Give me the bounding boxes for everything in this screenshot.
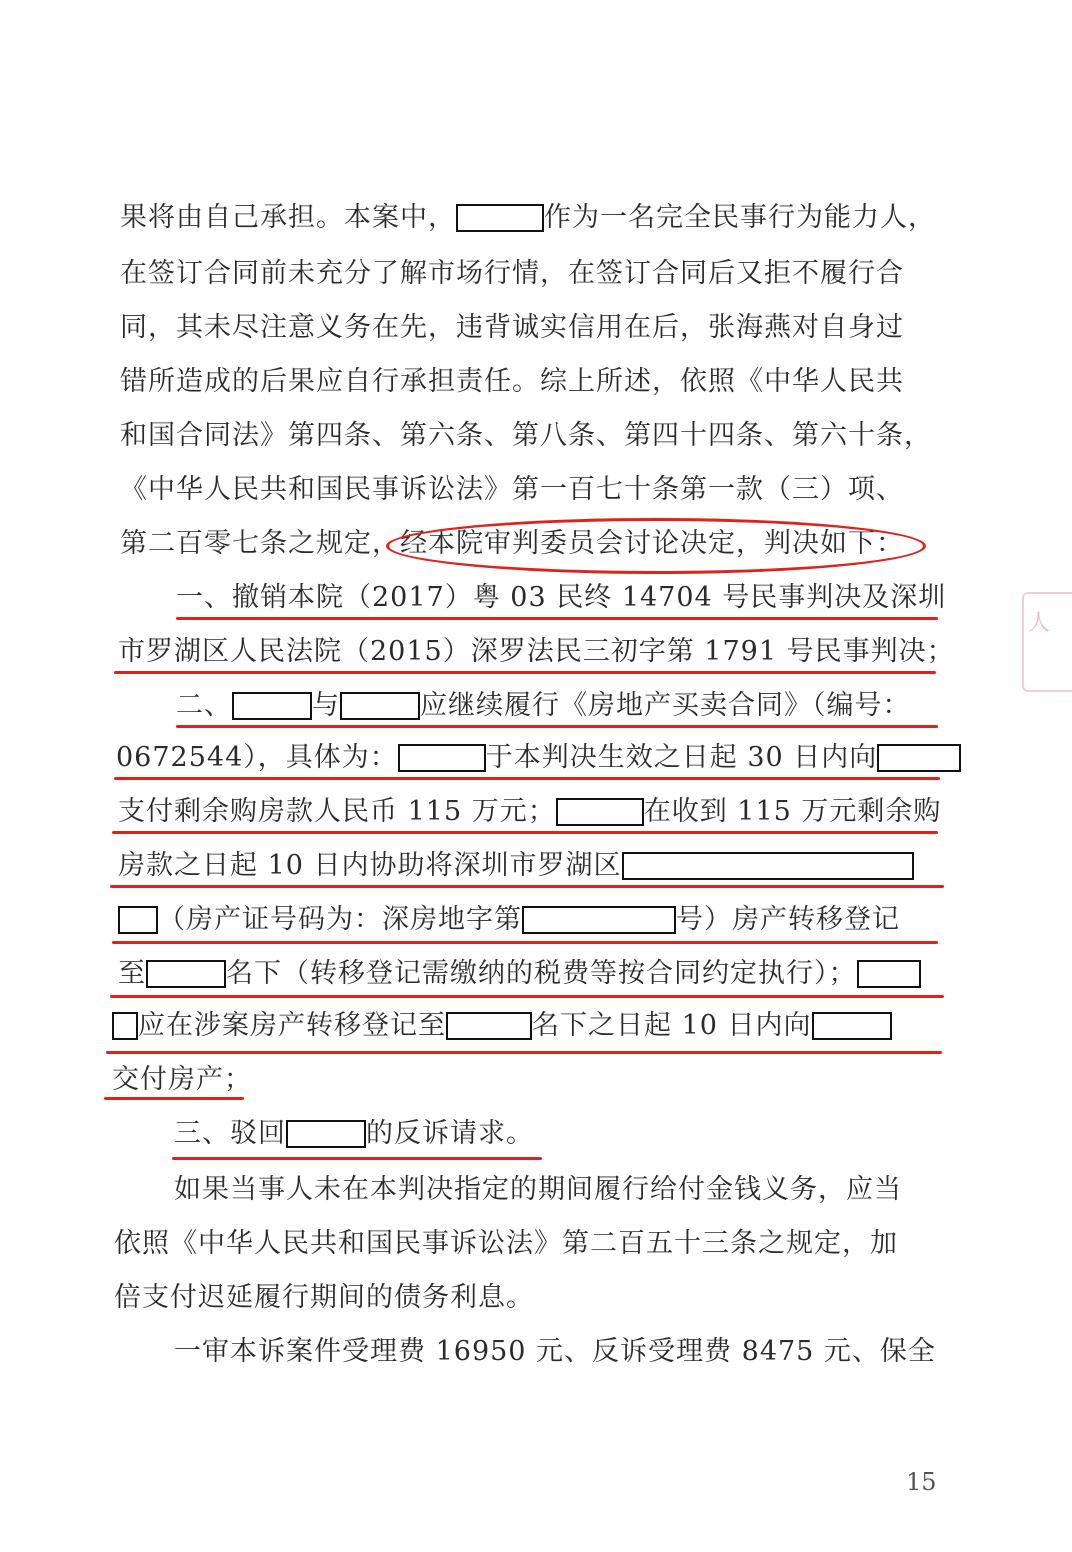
red-underline	[112, 941, 938, 944]
redaction-box	[522, 906, 676, 934]
redaction-box	[146, 960, 226, 988]
text-segment: 应在涉案房产转移登记至	[138, 1010, 446, 1041]
redaction-box	[340, 692, 420, 720]
text-segment: 第二百零七条之规定，	[120, 528, 400, 559]
text-segment: 二、	[176, 690, 232, 721]
text-line	[120, 418, 932, 454]
text-segment: 至	[118, 958, 146, 989]
text-line	[120, 200, 936, 236]
text-segment: 依照《中华人民共和国民事诉讼法》第二百五十三条之规定，加	[114, 1228, 898, 1259]
text-segment: 倍支付迟延履行期间的债务利息。	[114, 1282, 534, 1313]
text-segment: 交付房产；	[112, 1064, 252, 1095]
text-segment: 作为一名完全民事行为能力人，	[544, 202, 936, 233]
redaction-box	[456, 204, 544, 232]
text-line	[118, 794, 941, 830]
red-underline	[172, 1157, 542, 1160]
text-line	[176, 580, 946, 616]
red-underline	[176, 725, 938, 728]
text-segment: 《中华人民共和国民事诉讼法》第一百七十条第一款（三）项、	[120, 474, 904, 505]
red-underline	[114, 777, 940, 780]
red-underline	[110, 995, 944, 998]
text-segment: 支付剩余购房款人民币 115 万元；	[118, 796, 556, 827]
text-segment: 在收到 115 万元剩余购	[643, 796, 942, 827]
page-number: 15	[906, 1468, 937, 1496]
text-segment: 三、驳回	[174, 1118, 286, 1149]
text-line	[112, 1008, 892, 1044]
text-segment: 号）房产转移登记	[676, 904, 900, 935]
red-underline	[112, 831, 938, 834]
text-segment: 名下之日起 10 日内向	[532, 1010, 812, 1041]
redaction-box	[112, 1012, 138, 1040]
text-line	[174, 1172, 902, 1208]
redaction-box	[877, 744, 961, 772]
redaction-box	[232, 692, 312, 720]
red-underline	[106, 1051, 942, 1054]
text-line	[114, 1280, 534, 1316]
text-line	[114, 1226, 898, 1262]
text-segment: 的反诉请求。	[366, 1118, 534, 1149]
court-seal-fragment: 人	[1022, 592, 1072, 692]
text-segment: 在签订合同前未充分了解市场行情，在签订合同后又拒不履行合	[120, 258, 904, 289]
text-line	[176, 688, 911, 724]
text-segment: 如果当事人未在本判决指定的期间履行给付金钱义务，应当	[174, 1174, 902, 1205]
text-line	[118, 902, 900, 938]
text-segment: 一、撤销本院（2017）粤 03 民终 14704 号民事判决及深圳	[176, 582, 947, 613]
red-ellipse-annotation	[386, 518, 926, 574]
text-segment: 0672544），具体为：	[116, 742, 398, 773]
red-underline	[110, 885, 944, 888]
text-segment: 应继续履行《房地产买卖合同》（编号：	[420, 690, 911, 721]
text-segment: 房款之日起 10 日内协助将深圳市罗湖区	[118, 850, 622, 881]
text-segment: 于本判决生效之日起 30 日内向	[485, 742, 878, 773]
red-underline	[176, 617, 938, 620]
text-line	[112, 1062, 252, 1098]
text-line	[118, 848, 914, 884]
redaction-box	[622, 852, 914, 880]
text-segment: 同，其未尽注意义务在先，违背诚实信用在后，张海燕对自身过	[120, 312, 904, 343]
text-segment: 错所造成的后果应自行承担责任。综上所述，依照《中华人民共	[120, 366, 904, 397]
redaction-box	[446, 1012, 532, 1040]
red-underline	[114, 671, 936, 674]
text-line	[120, 310, 904, 346]
text-segment: 经本院审判委员会讨论决定，判决如下：	[400, 528, 904, 559]
text-segment: （房产证号码为：深房地字第	[158, 904, 522, 935]
text-segment: 与	[312, 690, 340, 721]
text-segment: 果将由自己承担。本案中，	[120, 202, 456, 233]
text-segment: 一审本诉案件受理费 16950 元、反诉受理费 8475 元、保全	[174, 1336, 936, 1367]
redaction-box	[812, 1012, 892, 1040]
redaction-box	[857, 960, 921, 988]
text-line	[174, 1116, 534, 1152]
redaction-box	[118, 906, 158, 934]
text-segment: 名下（转移登记需缴纳的税费等按合同约定执行）；	[226, 958, 857, 989]
redaction-box	[398, 744, 486, 772]
text-segment: 和国合同法》第四条、第六条、第八条、第四十四条、第六十条，	[120, 420, 932, 451]
text-line	[118, 634, 955, 670]
text-line	[118, 956, 921, 992]
text-line	[120, 472, 904, 508]
text-line	[120, 256, 904, 292]
text-line	[174, 1334, 936, 1370]
text-line	[116, 740, 961, 776]
text-segment: 市罗湖区人民法院（2015）深罗法民三初字第 1791 号民事判决；	[118, 636, 955, 667]
redaction-box	[286, 1120, 366, 1148]
text-line	[120, 364, 904, 400]
red-underline	[104, 1097, 244, 1100]
redaction-box	[556, 798, 644, 826]
